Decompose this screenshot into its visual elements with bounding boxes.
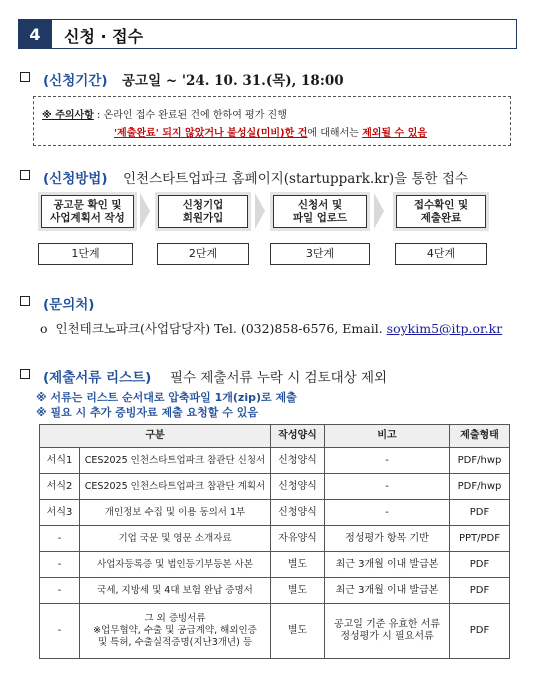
step-1-line2: 사업계획서 작성 <box>50 211 125 224</box>
arrow-right-icon <box>374 193 384 229</box>
row-form: 신청양식 <box>271 474 325 500</box>
step-3-label: 3단계 <box>270 243 370 265</box>
step-4-line2: 제출완료 <box>420 211 462 224</box>
row-form: 자유양식 <box>271 526 325 552</box>
step-3-box <box>273 195 367 228</box>
row-format: PDF/hwp <box>450 474 510 500</box>
row-remark-line2: 정성평가 시 필요서류 <box>340 631 434 642</box>
row-name: CES2025 인천스타트업파크 참관단 신청서 <box>80 448 271 474</box>
checkbox-square-icon <box>20 72 30 82</box>
row-format: PDF <box>450 552 510 578</box>
row-form: 별도 <box>271 578 325 604</box>
contact-text: 인천테크노파크(사업담당자) Tel. (032)858-6576, Email. <box>55 321 387 336</box>
row-name <box>80 604 271 659</box>
column-header: 비고 <box>325 425 450 448</box>
step-2-line1: 신청기업 <box>182 198 224 211</box>
step-4-box <box>396 195 486 228</box>
row-name-line3: 및 특허, 수출실적증명(지난3개년) 등 <box>97 637 252 648</box>
checkbox-square-icon <box>20 296 30 306</box>
period-heading: (신청기간) <box>43 73 108 89</box>
checkbox-square-icon <box>20 170 30 180</box>
caution-label: ※ 주의사항 <box>42 110 94 121</box>
caution-line1: : 온라인 접수 완료된 건에 한하여 평가 진행 <box>97 110 287 121</box>
column-header: 제출형태 <box>450 425 510 448</box>
arrow-right-icon <box>140 193 150 229</box>
row-name: CES2025 인천스타트업파크 참관단 계획서 <box>80 474 271 500</box>
row-remark <box>325 604 450 659</box>
row-format: PPT/PDF <box>450 526 510 552</box>
row-type: - <box>40 578 80 604</box>
contact-line <box>40 319 502 337</box>
method-text: 인천스타트업파크 홈페이지(startuppark.kr)을 통한 접수 <box>123 171 468 187</box>
checkbox-square-icon <box>20 369 30 379</box>
row-name: 기업 국문 및 영문 소개자료 <box>80 526 271 552</box>
row-remark: 최근 3개월 이내 발급본 <box>325 578 450 604</box>
table-row <box>40 526 510 552</box>
row-form: 별도 <box>271 604 325 659</box>
row-format: PDF <box>450 500 510 526</box>
row-type: - <box>40 604 80 659</box>
step-1-box <box>41 195 134 228</box>
row-name-line1: 그 외 증빙서류 <box>144 613 206 624</box>
row-name-line2: ※업무협약, 수출 및 공급계약, 해외인증 <box>93 625 257 636</box>
row-remark: - <box>325 448 450 474</box>
column-header: 구분 <box>40 425 271 448</box>
step-2-box <box>158 195 248 228</box>
row-name: 개인정보 수집 및 이용 동의서 1부 <box>80 500 271 526</box>
step-4-label: 4단계 <box>395 243 487 265</box>
caution-red-text: '제출완료' 되지 않았거나 불성실(미비)한 건 <box>114 128 308 139</box>
row-format: PDF <box>450 578 510 604</box>
row-name: 사업자등록증 및 법인등기부등본 사본 <box>80 552 271 578</box>
arrow-right-icon <box>255 193 265 229</box>
row-type: - <box>40 552 80 578</box>
section-title: 신청 · 접수 <box>64 27 144 46</box>
caution-note <box>33 96 511 146</box>
documents-text: 필수 제출서류 누락 시 검토대상 제외 <box>170 370 388 386</box>
row-type: - <box>40 526 80 552</box>
row-type: 서식3 <box>40 500 80 526</box>
caution-mid-text: 에 대해서는 <box>307 128 363 139</box>
method-heading: (신청방법) <box>43 171 108 187</box>
step-2-label: 2단계 <box>157 243 249 265</box>
table-row <box>40 474 510 500</box>
row-remark: - <box>325 500 450 526</box>
table-row <box>40 448 510 474</box>
row-form: 별도 <box>271 552 325 578</box>
documents-table <box>39 424 510 659</box>
table-row <box>40 500 510 526</box>
contact-bullet: o <box>40 321 48 336</box>
table-row <box>40 552 510 578</box>
row-remark: 정성평가 항목 기반 <box>325 526 450 552</box>
row-remark-line1: 공고일 기준 유효한 서류 <box>333 619 441 630</box>
section-number: 4 <box>18 19 52 49</box>
row-remark: - <box>325 474 450 500</box>
step-1-label: 1단계 <box>38 243 133 265</box>
period-value: 공고일 ~ '24. 10. 31.(목), 18:00 <box>122 73 344 89</box>
step-4-line1: 접수확인 및 <box>413 198 469 211</box>
column-header: 작성양식 <box>271 425 325 448</box>
contact-heading: (문의처) <box>43 297 95 313</box>
row-format: PDF/hwp <box>450 448 510 474</box>
step-3-line1: 신청서 및 <box>297 198 343 211</box>
table-row <box>40 604 510 659</box>
row-type: 서식2 <box>40 474 80 500</box>
documents-note-1: ※ 서류는 리스트 순서대로 압축파일 1개(zip)로 제출 <box>36 391 297 404</box>
step-1-line1: 공고문 확인 및 <box>53 198 122 211</box>
row-format: PDF <box>450 604 510 659</box>
row-remark: 최근 3개월 이내 발급본 <box>325 552 450 578</box>
documents-heading: (제출서류 리스트) <box>43 370 152 386</box>
table-header-row <box>40 425 510 448</box>
table-row <box>40 578 510 604</box>
step-2-line2: 회원가입 <box>182 211 224 224</box>
row-type: 서식1 <box>40 448 80 474</box>
row-name: 국세, 지방세 및 4대 보험 완납 증명서 <box>80 578 271 604</box>
caution-red-text-2: 제외될 수 있음 <box>362 128 428 139</box>
contact-email-link[interactable]: soykim5@itp.or.kr <box>386 321 503 336</box>
row-form: 신청양식 <box>271 500 325 526</box>
row-form: 신청양식 <box>271 448 325 474</box>
step-3-line2: 파일 업로드 <box>292 211 348 224</box>
documents-note-2: ※ 필요 시 추가 증빙자료 제출 요청할 수 있음 <box>36 406 258 419</box>
